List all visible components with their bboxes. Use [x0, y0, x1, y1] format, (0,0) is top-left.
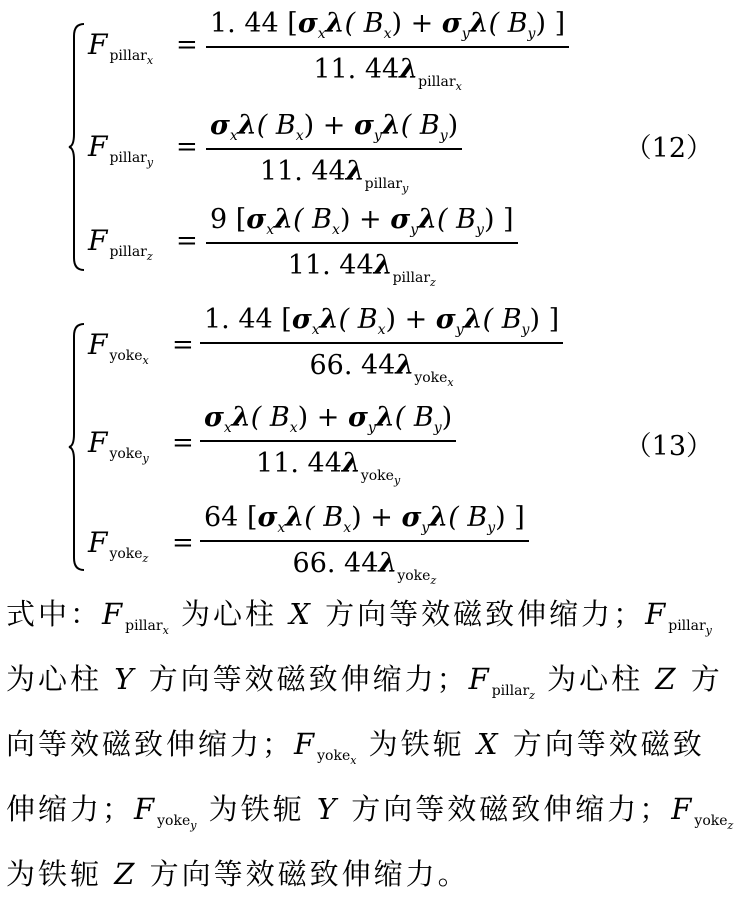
fraction [200, 402, 456, 487]
fraction [200, 502, 529, 587]
fraction [206, 204, 518, 289]
equation-number: （13） [624, 431, 713, 462]
denominator: 11. $44\lambda_{yoke_y}$ [256, 448, 401, 487]
denominator: 11. $44\lambda_{pillar_x}$ [313, 54, 462, 93]
numerator: 1. 44 [$\sigma_x\lambda$( $B_x) + \sigma_y\lambda$( $B_y$) ] [204, 304, 560, 338]
lhs-term: F $_{yoke_z}$ [88, 526, 149, 565]
equals-sign: = [176, 226, 198, 256]
numerator: 1. 44 [$\sigma_x\lambda$( $B_x) + \sigma_y\lambda$( $B_y$) ] [210, 8, 566, 42]
fraction [206, 110, 462, 195]
equals-sign: = [172, 428, 194, 458]
denominator: 66. $44\lambda_{yoke_x}$ [309, 350, 454, 389]
equals-sign: = [172, 330, 194, 360]
left-brace-icon [68, 322, 86, 572]
denominator: 11. $44\lambda_{pillar_z}$ [287, 250, 436, 289]
fraction-bar [206, 242, 518, 244]
equals-sign: = [176, 132, 198, 162]
numerator: $\sigma_x\lambda$( $B_x) + \sigma_y\lambda$( $B_y$) [210, 110, 459, 144]
explanation-paragraph: 式中：$F_{pillar_x}$ 为心柱 X 方向等效磁致伸缩力；$F_{pillar_y}$ 为心柱 Y 方向等效磁致伸缩力；$F_{pillar_z}$ 为心柱 Z 方向等效磁致伸缩力；$F_{yoke_x}$ 为铁轭 X 方向等效磁致伸缩力；$F_{yoke_y}$ 为铁轭 Y 方向等效磁致伸缩力；$F_{yoke_z}$ 为铁轭 Z 方向等效磁致伸缩力。 [6, 597, 734, 891]
fraction-bar [206, 46, 569, 48]
denominator: 11. $44\lambda_{pillar_y}$ [259, 156, 409, 195]
lhs-term: F $_{pillar_y}$ [88, 130, 154, 169]
left-brace-icon [68, 22, 86, 272]
lhs-term: F $_{pillar_z}$ [88, 224, 153, 263]
fraction-bar [200, 342, 563, 344]
numerator: 64 [$\sigma_x\lambda$( $B_x) + \sigma_y\lambda$( $B_y$) ] [204, 502, 525, 536]
equation-12 [0, 0, 743, 290]
equals-sign: = [176, 30, 198, 60]
fraction-bar [206, 148, 462, 150]
denominator: 66. $44\lambda_{yoke_z}$ [292, 548, 437, 587]
lhs-term: F $_{yoke_y}$ [88, 426, 149, 465]
lhs-term: F $_{pillar_x}$ [88, 28, 154, 67]
numerator: $\sigma_x\lambda$( $B_x) + \sigma_y\lambda$( $B_y$) [204, 402, 453, 436]
equation-number: （12） [624, 133, 713, 164]
fraction [206, 8, 569, 93]
numerator: 9 [$\sigma_x\lambda$( $B_x) + \sigma_y\lambda$( $B_y$) ] [210, 204, 514, 238]
equation-13 [0, 300, 743, 590]
fraction [200, 304, 563, 389]
equals-sign: = [172, 528, 194, 558]
fraction-bar [200, 540, 529, 542]
fraction-bar [200, 440, 456, 442]
lhs-term: F $_{yoke_x}$ [88, 328, 149, 367]
